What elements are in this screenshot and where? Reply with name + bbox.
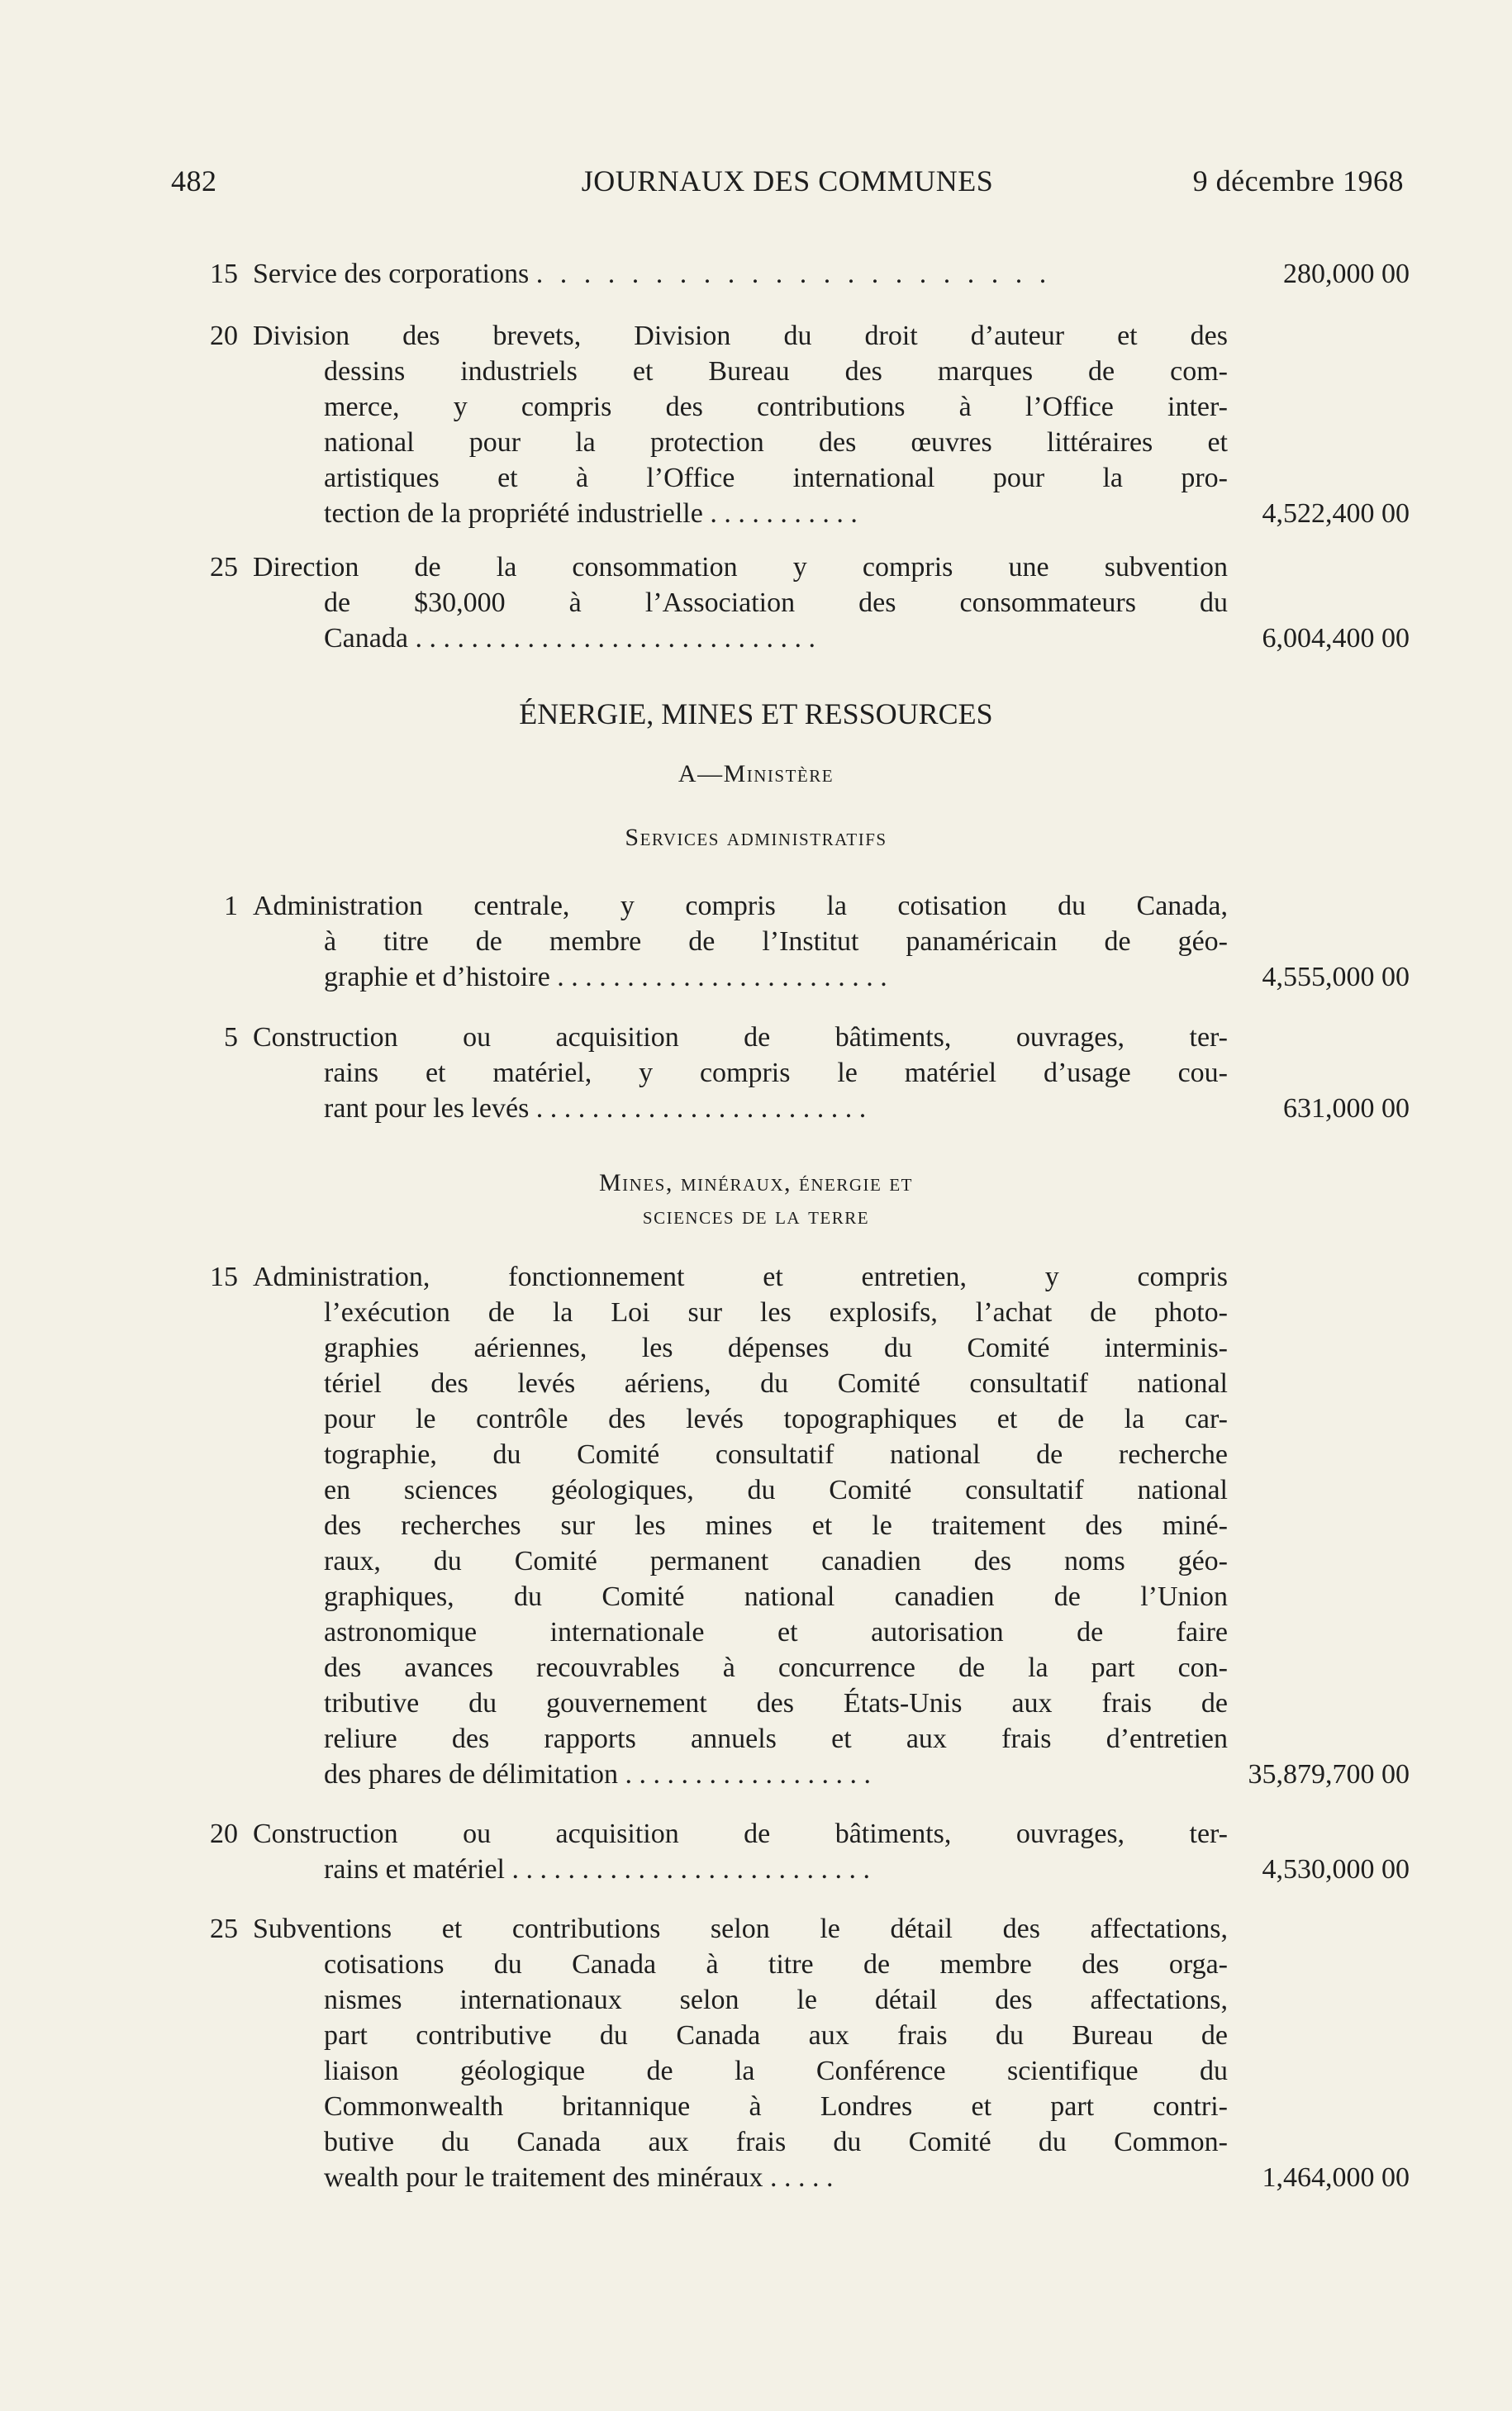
vote-number: 15 [210, 259, 238, 289]
section-heading-ministere: A—Ministère [678, 760, 834, 787]
vote-text-line: butive du Canada aux frais du Comité du Common- [324, 2127, 1228, 2157]
vote-item-25-subventions [198, 1911, 1410, 2195]
vote-number: 15 [210, 1262, 238, 1292]
vote-text-line: en sciences géologiques, du Comité consultatif national [324, 1475, 1228, 1505]
vote-item-25-consommation [198, 549, 1410, 656]
vote-text-line: Construction ou acquisition de bâtiments, ouvrages, ter- [253, 1022, 1228, 1053]
header-date: 9 décembre 1968 [1192, 164, 1404, 197]
vote-text-line: Construction ou acquisition de bâtiments, ouvrages, ter- [253, 1819, 1228, 1849]
vote-text-line: rains et matériel, y compris le matériel d’usage cou- [324, 1058, 1228, 1088]
vote-text-line: rant pour les levés . . . . . . . . . . . . . . . . . . . . . . . . [324, 1093, 867, 1124]
vote-item-5-construction [198, 1020, 1410, 1126]
vote-text-line: Canada . . . . . . . . . . . . . . . . . . . . . . . . . . . . . [324, 623, 815, 654]
vote-text-line: tection de la propriété industrielle . . . . . . . . . . . [324, 498, 858, 529]
vote-amount: 280,000 00 [1283, 259, 1410, 289]
vote-text-line: tributive du gouvernement des États-Unis aux frais de [324, 1688, 1228, 1719]
section-heading-mines-2: sciences de la terre [642, 1202, 870, 1229]
vote-text-line: nismes internationaux selon le détail des affectations, [324, 1985, 1228, 2015]
vote-amount: 631,000 00 [1283, 1093, 1410, 1124]
vote-amount: 4,530,000 00 [1262, 1854, 1410, 1885]
vote-amount: 4,522,400 00 [1262, 498, 1410, 529]
vote-text-line: wealth pour le traitement des minéraux . . . . . [324, 2162, 834, 2193]
vote-text-line: Commonwealth britannique à Londres et part contri- [324, 2091, 1228, 2122]
vote-text-line: Administration, fonctionnement et entretien, y compris [253, 1262, 1228, 1292]
vote-item-20-construction [198, 1816, 1410, 1887]
vote-amount: 4,555,000 00 [1262, 962, 1410, 992]
vote-amount: 1,464,000 00 [1262, 2162, 1410, 2193]
vote-text-line: des phares de délimitation . . . . . . . . . . . . . . . . . . [324, 1759, 871, 1790]
page-header [171, 164, 1404, 205]
vote-text-line: raux, du Comité permanent canadien des noms géo- [324, 1546, 1228, 1576]
vote-amount: 35,879,700 00 [1248, 1759, 1410, 1790]
vote-text-line: des recherches sur les mines et le traitement des miné- [324, 1510, 1228, 1541]
vote-item-1-administration [198, 888, 1410, 995]
vote-text-line: tographie, du Comité consultatif national de recherche [324, 1439, 1228, 1470]
journal-title: JOURNAUX DES COMMUNES [581, 164, 994, 197]
vote-text-line: reliure des rapports annuels et aux frais d’entretien [324, 1724, 1228, 1754]
vote-text-line: graphies aériennes, les dépenses du Comité interminis- [324, 1333, 1228, 1363]
vote-item-20-brevets [198, 318, 1410, 531]
vote-text-line: cotisations du Canada à titre de membre des orga- [324, 1949, 1228, 1980]
vote-text-line: de $30,000 à l’Association des consommateurs du [324, 587, 1228, 618]
vote-text-line: tériel des levés aériens, du Comité consultatif national [324, 1368, 1228, 1399]
vote-text-line: artistiques et à l’Office international pour la pro- [324, 463, 1228, 493]
vote-number: 5 [224, 1022, 238, 1053]
vote-amount: 6,004,400 00 [1262, 623, 1410, 654]
vote-text-line: liaison géologique de la Conférence scientifique du [324, 2056, 1228, 2086]
department-heading: ÉNERGIE, MINES ET RESSOURCES [519, 697, 993, 730]
page-number: 482 [171, 164, 217, 197]
vote-text-line: des avances recouvrables à concurrence de la part con- [324, 1653, 1228, 1683]
vote-item-15-administration [198, 1259, 1410, 1792]
vote-text-line: Direction de la consommation y compris une subvention [253, 552, 1228, 583]
vote-text-line: merce, y compris des contributions à l’Office inter- [324, 392, 1228, 422]
vote-text-line: rains et matériel . . . . . . . . . . . . . . . . . . . . . . . . . . [324, 1854, 871, 1885]
vote-number: 1 [224, 891, 238, 921]
vote-text-line: Division des brevets, Division du droit d’auteur et des [253, 321, 1228, 351]
vote-text-line: dessins industriels et Bureau des marques de com- [324, 356, 1228, 387]
vote-number: 20 [210, 1819, 238, 1849]
vote-text-line: part contributive du Canada aux frais du Bureau de [324, 2020, 1228, 2051]
vote-text-line: graphiques, du Comité national canadien de l’Union [324, 1581, 1228, 1612]
vote-number: 20 [210, 321, 238, 351]
vote-number: 25 [210, 1914, 238, 1944]
section-heading-services: Services administratifs [625, 824, 887, 851]
vote-number: 25 [210, 552, 238, 583]
section-heading-mines-1: Mines, minéraux, énergie et [599, 1169, 913, 1196]
vote-text-line: national pour la protection des œuvres littéraires et [324, 427, 1228, 458]
vote-text-line: Administration centrale, y compris la cotisation du Canada, [253, 891, 1228, 921]
vote-text-line: Service des corporations . . . . . . . . . . . . . . . . . . . . . . [253, 259, 1052, 289]
vote-item-15-corporations [198, 256, 1410, 292]
vote-text-line: Subventions et contributions selon le détail des affectations, [253, 1914, 1228, 1944]
vote-text-line: pour le contrôle des levés topographiques et de la car- [324, 1404, 1228, 1434]
vote-text-line: à titre de membre de l’Institut panaméricain de géo- [324, 926, 1228, 957]
vote-text-line: astronomique internationale et autorisation de faire [324, 1617, 1228, 1648]
vote-text-line: graphie et d’histoire . . . . . . . . . . . . . . . . . . . . . . . . [324, 962, 887, 992]
vote-text-line: l’exécution de la Loi sur les explosifs, l’achat de photo- [324, 1297, 1228, 1328]
